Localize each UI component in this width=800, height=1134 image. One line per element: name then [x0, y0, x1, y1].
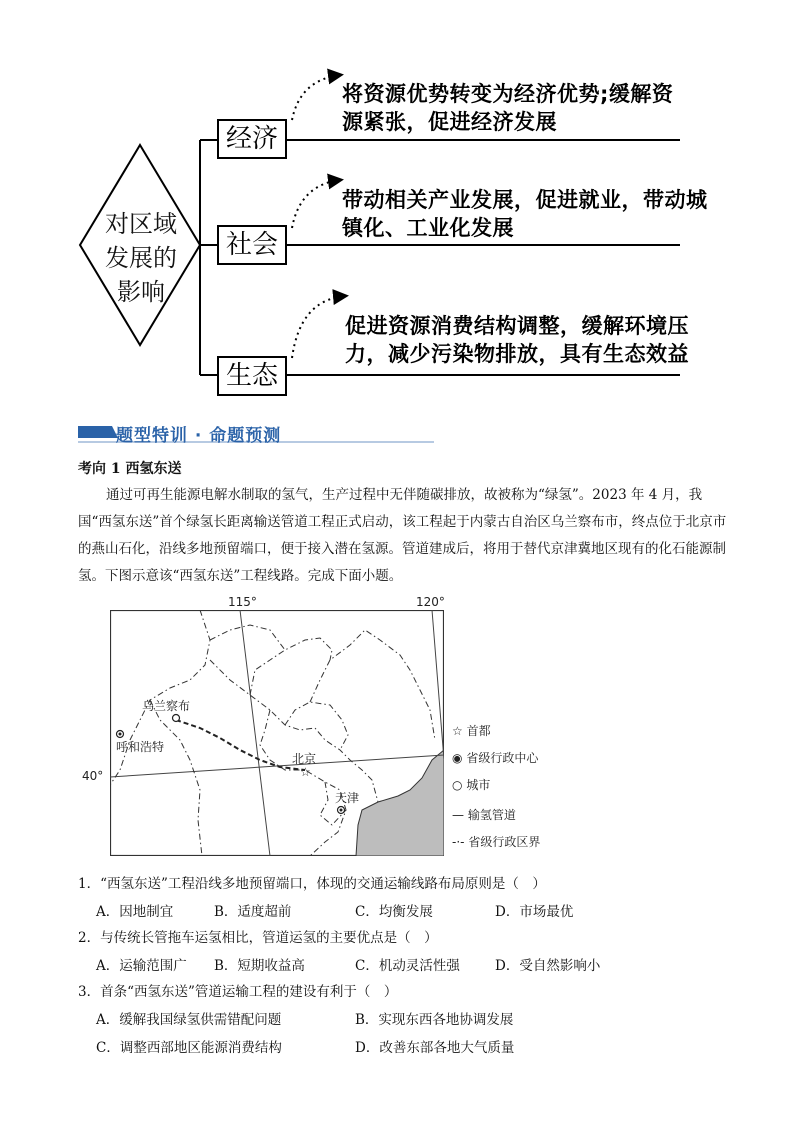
q3-option-d[interactable]: D．改善东部各地大气质量 — [355, 1040, 515, 1056]
lon-label-120: 120° — [416, 595, 445, 609]
lat-label-40: 40° — [82, 769, 104, 783]
center-line: 发展的 — [105, 244, 177, 272]
branch-label-ecology: 生态 — [226, 361, 279, 391]
double-circle-icon: ◉ — [452, 751, 463, 765]
dotted-arrow-ecology — [292, 296, 345, 358]
legend-pipeline — [452, 806, 516, 823]
place-tianjin: 天津 — [335, 791, 360, 805]
q2-option-b[interactable]: B．短期收益高 — [214, 958, 305, 974]
pipeline-map — [110, 610, 444, 856]
q3-option-b[interactable]: B．实现东西各地协调发展 — [355, 1012, 514, 1028]
impact-line: 力，减少污染物排放，具有生态效益 — [345, 342, 689, 366]
q2-option-c[interactable]: C．机动灵活性强 — [355, 958, 460, 974]
dotted-arrow-economy — [292, 75, 340, 120]
impact-text-economy — [342, 80, 673, 136]
legend-label: 输氢管道 — [467, 808, 516, 822]
legend-provincial-center — [452, 749, 538, 766]
q3-option-a[interactable]: A．缓解我国绿氢供需错配问题 — [96, 1012, 282, 1028]
legend-label: 省级行政中心 — [466, 751, 539, 765]
impact-line: 镇化、工业化发展 — [342, 216, 514, 240]
legend-city — [452, 776, 490, 793]
q1-option-c[interactable]: C．均衡发展 — [355, 904, 433, 920]
q2-option-a[interactable]: A．运输范围广 — [96, 958, 187, 974]
wulanchabu-city-marker — [173, 715, 180, 722]
q1-option-a[interactable]: A．因地制宜 — [96, 904, 174, 920]
lon-label-115: 115° — [228, 595, 257, 609]
q2-option-d[interactable]: D．受自然影响小 — [495, 958, 601, 974]
legend-boundary — [452, 833, 540, 850]
impact-line: 带动相关产业发展，促进就业，带动城 — [342, 188, 708, 212]
impact-line: 促进资源消费结构调整，缓解环境压 — [345, 314, 689, 338]
question-1: 1．“西氢东送”工程沿线多地预留端口，体现的交通运输线路布局原则是（ ） — [78, 876, 546, 892]
center-line: 对区域 — [105, 210, 177, 238]
impact-line: 源紧张，促进经济发展 — [342, 110, 557, 134]
section-banner-title: 题型特训 · 命题预测 — [116, 426, 282, 446]
impact-line: 将资源优势转变为经济优势;缓解资 — [342, 82, 674, 106]
beijing-star-icon: ☆ — [300, 765, 311, 779]
dash-dot-line-icon: -·- — [452, 835, 465, 849]
legend-label: 省级行政区界 — [468, 835, 541, 849]
q1-option-d[interactable]: D．市场最优 — [495, 904, 574, 920]
section-title: 考向 1 西氢东送 — [78, 461, 182, 477]
question-3: 3．首条“西氢东送”管道运输工程的建设有利于（ ） — [78, 984, 398, 1000]
dotted-arrow-society — [292, 180, 340, 228]
place-beijing: 北京 — [292, 752, 317, 766]
star-icon: ☆ — [452, 724, 463, 738]
legend-label: 城市 — [466, 778, 491, 792]
legend-capital — [452, 722, 491, 739]
center-text — [100, 207, 182, 309]
q1-option-b[interactable]: B．适度超前 — [214, 904, 292, 920]
place-huhehaote: 呼和浩特 — [116, 740, 165, 754]
branch-label-economy: 经济 — [226, 124, 279, 154]
impact-text-ecology — [345, 312, 689, 368]
branch-label-society: 社会 — [226, 230, 279, 260]
q3-option-c[interactable]: C．调整西部地区能源消费结构 — [96, 1040, 282, 1056]
intro-paragraph: 通过可再生能源电解水制取的氢气，生产过程中无伴随碳排放，故被称为“绿氢”。2023 年 4 月，我国“西氢东送”首个绿氢长距离输送管道工程正式启动，该工程起于内蒙古自治区乌兰察布市，终点位于北京市的燕山石化，沿线多地预留端口，便于接入潜在氢源。管道建成后，将用于替代京津冀地区现有的化石能源制氢。下图示意该“西氢东送”工程线路。完成下面小题。 — [78, 487, 727, 584]
place-wulanchabu: 乌兰察布 — [142, 699, 191, 713]
dashed-line-icon: — — [452, 808, 464, 822]
legend-label: 首都 — [466, 724, 491, 738]
circle-icon: ○ — [452, 778, 463, 792]
center-line: 影响 — [117, 278, 165, 306]
question-2: 2．与传统长管拖车运氢相比，管道运氢的主要优点是（ ） — [78, 930, 438, 946]
impact-text-society — [342, 186, 708, 242]
